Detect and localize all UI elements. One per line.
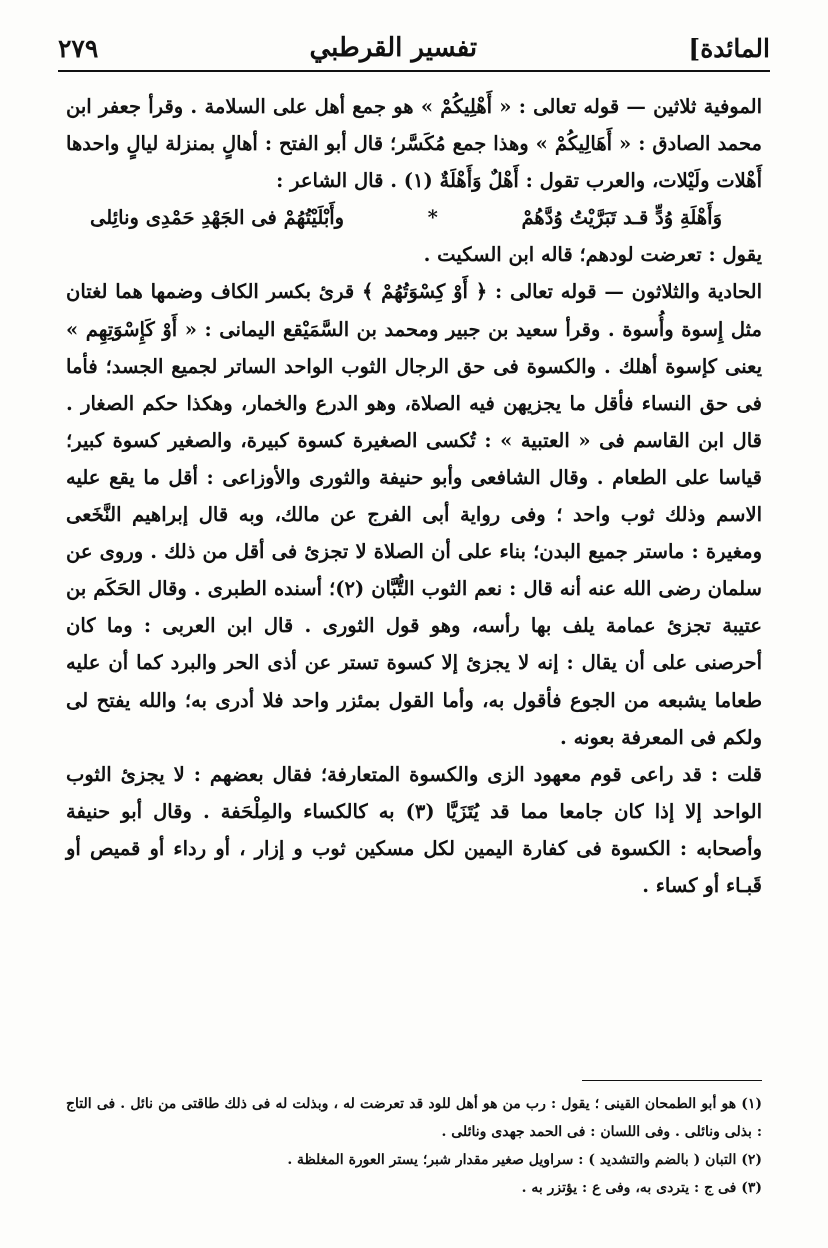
paragraph-30: الموفية ثلاثين — قوله تعالى : « أَهْلِيكُمْ » هو جمع أهل على السلامة . وقرأ جعفر ابن محمد الصادق : « أَهَالِيكُمْ » وهذا جمع مُكَسَّر؛ قال أبو الفتح : أهالٍ بمنزلة ليالٍ واحدها أَهْلات ولَيْلات، والعرب تقول : أَهْلٌ وَأَهْلَةٌ (١) . قال الشاعر : (66, 95, 762, 193)
verse-second-hemistich: وأَبْلَيْتُهُمْ فى الجَهْدِ حَمْدِى ونائِلى (90, 206, 345, 230)
footnote-3: (٣) فى ج : يتردى به، وفى ع : يؤتزر به . (521, 1180, 762, 1196)
footnotes (66, 1090, 762, 1202)
main-text (66, 88, 762, 904)
poetry-verse (66, 199, 762, 236)
verse-first-hemistich: وَأَهْلَةِ وُدٍّ قـد تَبَرَّيْتُ وُدَّهُمْ (521, 206, 722, 230)
paragraph-qultu: قلت : قد راعى قوم معهود الزى والكسوة المتعارفة؛ فقال بعضهم : لا يجزئ الثوب الواحد إلا إذا كان جامعا مما قد يُتَزَيَّا (٣) به كالكساء والمِلْحَفة . وقال أبو حنيفة وأصحابه : الكسوة فى كفارة اليمين لكل مسكين ثوب و إزار ، أو رداء أو قميص أو قَبـاء أو كساء . (66, 762, 762, 897)
paragraph-verse-explanation: يقول : تعرضت لودهم؛ قاله ابن السكيت . (423, 243, 762, 267)
verse-separator: * (427, 206, 438, 230)
footnote-1: (١) هو أبو الطمحان القينى ؛ يقول : رب من هو أهل للود قد تعرضت له ، وبذلت له فى ذلك طاقتى من نائل . فى التاج : بذلى ونائلى . وفى اللسان : فى الحمد جهدى ونائلى . (66, 1096, 762, 1140)
footnote-divider (582, 1080, 762, 1081)
chapter-name: المائدة] (688, 33, 770, 63)
book-title: تفسير القرطبي (309, 33, 478, 63)
page-number: ٢٧٩ (58, 33, 99, 63)
page-header (58, 26, 770, 72)
paragraph-31: الحادية والثلاثون — قوله تعالى : ﴿ أَوْ كِسْوَتُهُمْ ﴾ قرئ بكسر الكاف وضمها هما لغتان مثل إِسوة وأُسوة . وقرأ سعيد بن جبير ومحمد بن السَّمَيْقع اليمانى : « أَوْ كَإِسْوَتِهِم » يعنى كإسوة أهلك . والكسوة فى حق الرجال الثوب الواحد الساتر لجميع الجسد؛ فأما فى حق النساء فأقل ما يجزيهن فيه الصلاة، وهو الدرع والخمار، وهكذا حكم الصغار . قال ابن القاسم فى « العتبية » : تُكسى الصغيرة كسوة كبيرة، والصغير كسوة كبير؛ قياسا على الطعام . وقال الشافعى وأبو حنيفة والثورى والأوزاعى : أقل ما يقع عليه الاسم وذلك ثوب واحد ؛ وفى رواية أبى الفرج عن مالك، وبه قال إبراهيم النَّخَعى ومغيرة : ماستر جميع البدن؛ بناء على أن الصلاة لا تجزئ فى أقل من ذلك . وروى عن سلمان رضى الله عنه أنه قال : نعم الثوب التُّبَّان (٢)؛ أسنده الطبرى . وقال الحَكَم بن عتيبة تجزئ عمامة يلف بها رأسه، وهو قول الثورى . قال ابن العربى : وما كان أحرصنى على أن يقال : إنه لا يجزئ إلا كسوة تستر عن أذى الحر والبرد كما أن عليه طعاما يشبعه من الجوع فأقول به، وأما القول بمئزر واحد فلا أدرى به؛ والله يفتح لى ولكم فى المعرفة بعونه . (66, 280, 762, 749)
footnote-2: (٢) التبان ( بالضم والتشديد ) : سراويل صغير مقدار شبر؛ يستر العورة المغلظة . (287, 1152, 762, 1168)
